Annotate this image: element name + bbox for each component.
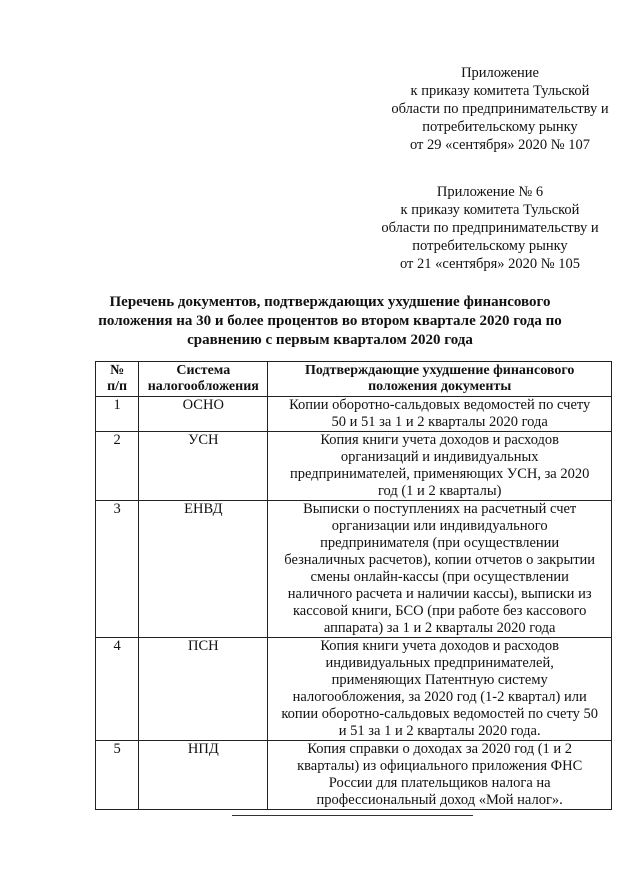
row-number: 4: [96, 638, 139, 741]
row-number: 1: [96, 397, 139, 432]
header-line: №: [110, 363, 125, 378]
row-tax-system: НПД: [139, 741, 268, 810]
footer-divider: [232, 815, 473, 816]
header-number: [96, 362, 139, 397]
row-documents: [268, 638, 612, 741]
document-line: Копия книги учета доходов и расходов: [320, 638, 560, 654]
header-tax-system: [139, 362, 268, 397]
row-documents: [268, 432, 612, 501]
row-number: 3: [96, 501, 139, 638]
document-line: смены онлайн-кассы (при осуществлении: [310, 569, 569, 585]
document-line: кварталы) из официального приложения ФНС: [297, 758, 583, 774]
document-line: профессиональный доход «Мой налог».: [316, 792, 563, 808]
document-line: 50 и 51 за 1 и 2 кварталы 2020 года: [331, 414, 548, 430]
document-line: аппарата) за 1 и 2 кварталы 2020 года: [323, 620, 556, 636]
table-header-row: [96, 362, 612, 397]
header-line: налогообложения: [147, 379, 259, 394]
header-documents: [268, 362, 612, 397]
row-tax-system: ЕНВД: [139, 501, 268, 638]
document-line: кассовой книги, БСО (при работе без кассового: [292, 603, 587, 619]
header-line: Подтверждающие ухудшение финансового: [305, 363, 575, 378]
document-line: Копия справки о доходах за 2020 год (1 и 2: [307, 741, 573, 757]
title-line: сравнению с первым кварталом 2020 года: [187, 332, 473, 348]
approval-block-amendment: [380, 64, 620, 154]
document-line: организаций и индивидуальных: [340, 449, 539, 465]
document-line: организации или индивидуального: [331, 518, 548, 534]
document-line: год (1 и 2 кварталы): [377, 483, 502, 499]
row-tax-system: ПСН: [139, 638, 268, 741]
title-line: положения на 30 и более процентов во втором квартале 2020 года по: [98, 313, 562, 329]
table-row: [96, 397, 612, 432]
document-title: [60, 293, 600, 350]
row-documents: [268, 397, 612, 432]
approval-line: к приказу комитета Тульской: [400, 202, 580, 218]
document-line: наличного расчета и наличии кассы), выписки из: [287, 586, 592, 602]
approval-line: от 21 «сентября» 2020 № 105: [399, 256, 581, 272]
approval-line: к приказу комитета Тульской: [410, 83, 590, 99]
document-line: Выписки о поступлениях на расчетный счет: [303, 501, 577, 517]
approval-line: Приложение № 6: [436, 184, 544, 200]
table-body: [96, 397, 612, 810]
document-line: Копии оборотно-сальдовых ведомостей по счету: [289, 397, 591, 413]
document-line: безналичных расчетов), копии отчетов о закрытии: [284, 552, 596, 568]
document-line: предпринимателей, применяющих УСН, за 2020: [289, 466, 590, 482]
approval-line: потребительскому рынку: [412, 238, 568, 254]
document-line: применяющих Патентную систему: [331, 672, 548, 688]
approval-line: области по предпринимательству и: [391, 101, 609, 117]
row-number: 2: [96, 432, 139, 501]
row-documents: [268, 501, 612, 638]
row-documents: [268, 741, 612, 810]
row-tax-system: ОСНО: [139, 397, 268, 432]
approval-line: потребительскому рынку: [422, 119, 578, 135]
approval-line: области по предпринимательству и: [381, 220, 599, 236]
documents-table: [95, 361, 612, 810]
row-tax-system: УСН: [139, 432, 268, 501]
header-line: п/п: [107, 379, 128, 394]
table-row: [96, 638, 612, 741]
approval-line: от 29 «сентября» 2020 № 107: [409, 137, 591, 153]
document-line: налогообложения, за 2020 год (1-2 квартал) или: [292, 689, 587, 705]
header-line: положения документы: [368, 379, 512, 394]
table-row: [96, 501, 612, 638]
row-number: 5: [96, 741, 139, 810]
approval-line: Приложение: [461, 65, 539, 81]
table-row: [96, 432, 612, 501]
title-line: Перечень документов, подтверждающих ухудшение финансового: [109, 294, 551, 310]
document-line: предпринимателя (при осуществлении: [320, 535, 560, 551]
document-line: индивидуальных предпринимателей,: [325, 655, 554, 671]
document-line: копии оборотно-сальдовых ведомостей по счету 50: [281, 706, 599, 722]
document-line: России для плательщиков налога на: [328, 775, 551, 791]
document-line: и 51 за 1 и 2 кварталы 2020 года.: [338, 723, 541, 739]
table-row: [96, 741, 612, 810]
header-line: Система: [176, 363, 231, 378]
document-line: Копия книги учета доходов и расходов: [320, 432, 560, 448]
approval-block-original: [360, 183, 620, 273]
